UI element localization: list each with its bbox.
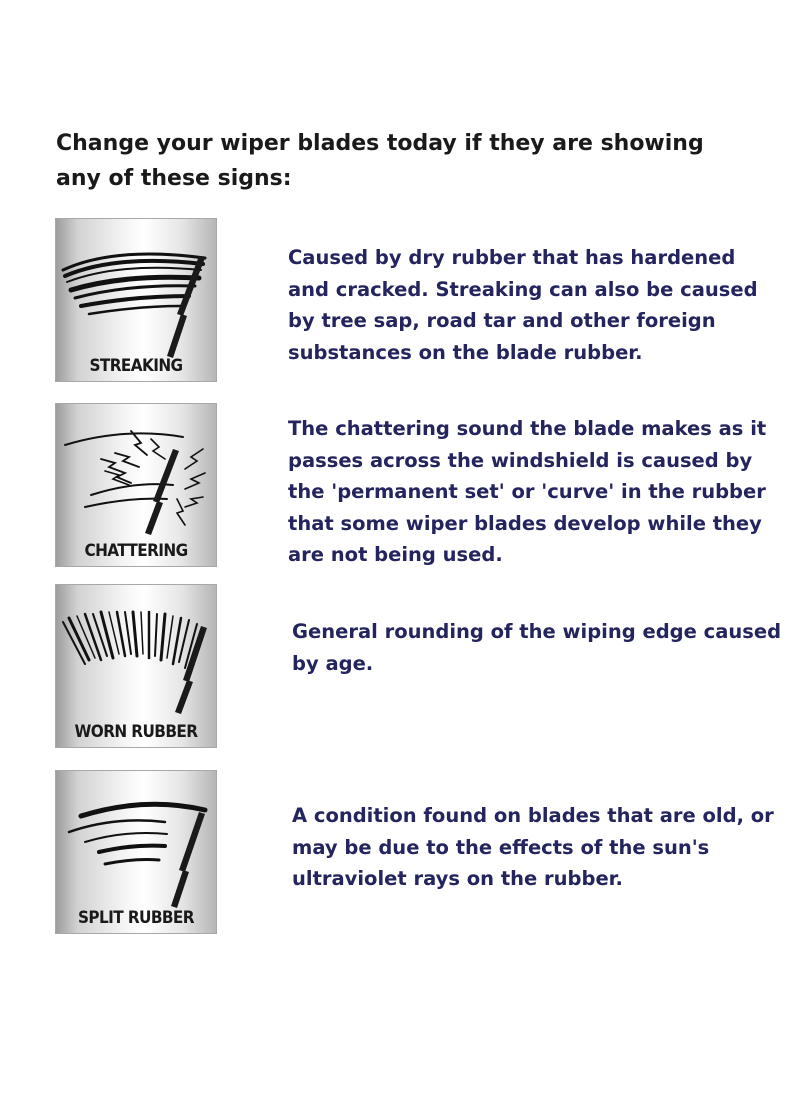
sign-description: General rounding of the wiping edge caused by age. bbox=[292, 620, 782, 675]
sign-description: Caused by dry rubber that has hardened and cracked. Streaking can also be caused by tree sap, road tar and other foreign substances on the blade rubber. bbox=[288, 246, 758, 364]
sign-description: The chattering sound the blade makes as it passes across the windshield is caused by the 'permanent set' or 'curve' in the rubber that some wiper blades develop while they are not being used. bbox=[288, 417, 767, 566]
sign-label: STREAKING bbox=[89, 356, 183, 376]
sign-description: A condition found on blades that are old, or may be due to the effects of the sun's ultraviolet rays on the rubber. bbox=[292, 804, 774, 890]
sign-tile-streaking bbox=[55, 218, 217, 382]
page-heading: Change your wiper blades today if they are showing any of these signs: bbox=[56, 131, 704, 191]
sign-tile-split-rubber bbox=[55, 770, 217, 934]
sign-tile-worn-rubber bbox=[55, 584, 217, 748]
sign-label: SPLIT RUBBER bbox=[78, 908, 194, 928]
sign-label: CHATTERING bbox=[84, 541, 188, 561]
sign-label: WORN RUBBER bbox=[74, 722, 198, 742]
sign-tile-chattering bbox=[55, 403, 217, 567]
